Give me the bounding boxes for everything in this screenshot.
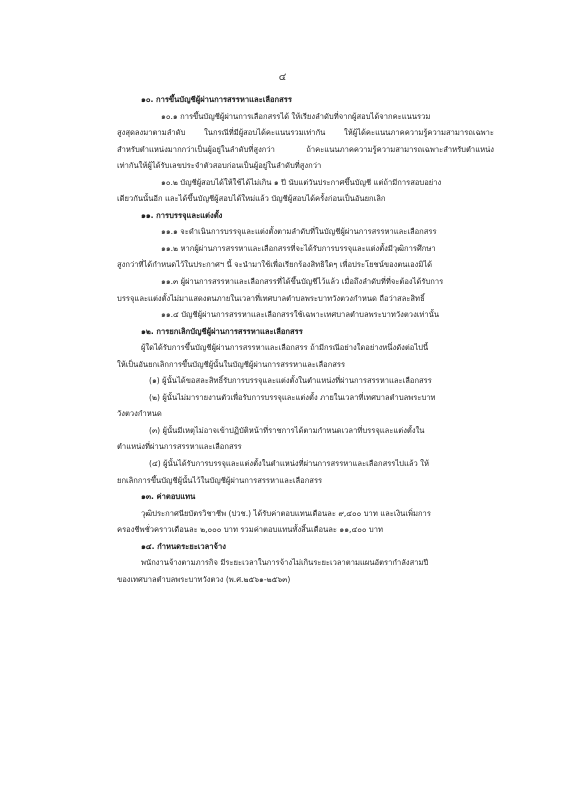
text-line: พนักงานจ้างตามภารกิจ มีระยะเวลาในการจ้างไม่เกินระยะเวลาตามแผนอัตรากำลังสามปี	[141, 558, 429, 568]
text-line: ให้เป็นอันยกเลิกการขึ้นบัญชีผู้นั้นในบัญชีผู้ผ่านการสรรหาและเลือกสรร	[117, 359, 346, 369]
page-number: ๔	[278, 72, 287, 83]
text-line: ๑๑.๓ ผู้ผ่านการสรรหาและเลือกสรรที่ได้ขึ้นบัญชีไว้แล้ว เมื่อถึงลำดับที่ที่จะต้องได้รับการ	[161, 277, 444, 287]
text-line: ๑๐.๑ การขึ้นบัญชีผู้ผ่านการเลือกสรรได้ ให้เรียงลำดับที่จากผู้สอบได้จากคะแนนรวม	[161, 111, 431, 121]
text-line: (๔) ผู้นั้นได้รับการบรรจุและแต่งตั้งในตำแหน่งที่ผ่านการสรรหาและเลือกสรรไปแล้ว ให้	[149, 459, 429, 469]
text-line: ๑๑.๔ บัญชีผู้ผ่านการสรรหาและเลือกสรรใช้เฉพาะเทศบาลตำบลพระบาทวังตวงเท่านั้น	[161, 310, 440, 320]
text-line: ยกเลิกการขึ้นบัญชีผู้นั้นไว้ในบัญชีผู้ผ่านการสรรหาและเลือกสรร	[117, 475, 323, 485]
text-line: (๑) ผู้นั้นได้ขอสละสิทธิ์รับการบรรจุและแต่งตั้งในตำแหน่งที่ผ่านการสรรหาและเลือกสรร	[149, 376, 432, 386]
text-line: ครองชีพชั่วคราวเดือนละ ๒,๐๐๐ บาท รวมค่าตอบแทนทั้งสิ้นเดือนละ ๑๑,๔๐๐ บาท	[117, 525, 383, 535]
text-line: ของเทศบาลตำบลพระบาทวังตวง (พ.ศ.๒๕๖๑-๒๕๖๓)	[117, 574, 291, 584]
section-heading: ๑๔. กำหนดระยะเวลาจ้าง	[141, 541, 226, 551]
document-body	[117, 92, 494, 588]
text-line: เท่ากันให้ผู้ได้รับเลขประจำตัวสอบก่อนเป็นผู้อยู่ในลำดับที่สูงกว่า	[117, 161, 322, 171]
text-line: ผู้ใดได้รับการขึ้นบัญชีผู้ผ่านการสรรหาและเลือกสรร ถ้ามีกรณีอย่างใดอย่างหนึ่งดังต่อไปนี้	[141, 343, 429, 353]
text-line: ๑๑.๑ จะดำเนินการบรรจุและแต่งตั้งตามลำดับที่ในบัญชีผู้ผ่านการสรรหาและเลือกสรร	[161, 227, 437, 237]
text-line: ๑๐.๒ บัญชีผู้สอบได้ให้ใช้ได้ไม่เกิน ๑ ปี นับแต่วันประกาศขึ้นบัญชี แต่ถ้ามีการสอบอย่าง	[161, 177, 442, 187]
text-line: บรรจุและแต่งตั้งไม่มาแสดงตนภายในเวลาที่เทศบาลตำบลพระบาทวังตวงกำหนด ถือว่าสละสิทธิ์	[117, 293, 425, 303]
text-line: ๑๑.๒ หากผู้ผ่านการสรรหาและเลือกสรรที่จะได้รับการบรรจุและแต่งตั้งมีวุฒิการศึกษา	[161, 243, 436, 253]
section-heading: ๑๐. การขึ้นบัญชีผู้ผ่านการสรรหาและเลือกสรร	[141, 95, 292, 104]
section-heading: ๑๒. การยกเลิกบัญชีผู้ผ่านการสรรหาและเลือกสรร	[141, 326, 303, 336]
section-heading: ๑๓. ค่าตอบแทน	[141, 492, 196, 502]
text-line: วังตวงกำหนด	[117, 409, 162, 419]
text-line: สูงกว่าที่ได้กำหนดไว้ในประกาศฯ นี้ จะนำมาใช้เพื่อเรียกร้องสิทธิใดๆ เพื่อประโยชน์ของตนเองมิได้	[117, 260, 433, 270]
text-line: (๒) ผู้นั้นไม่มารายงานตัวเพื่อรับการบรรจุและแต่งตั้ง ภายในเวลาที่เทศบาลตำบลพระบาท	[149, 392, 436, 402]
text-line: สำหรับตำแหน่งมากกว่าเป็นผู้อยู่ในลำดับที่สูงกว่า ถ้าคะแนนภาคความรู้ความสามารถเฉพาะสำหรับตำแหน่ง	[117, 144, 494, 154]
text-line: สูงสุดลงมาตามลำดับ ในกรณีที่มีผู้สอบได้คะแนนรวมเท่ากัน ให้ผู้ได้คะแนนภาคความรู้ความสามารถเฉพาะ	[117, 128, 494, 138]
section-heading: ๑๑. การบรรจุและแต่งตั้ง	[141, 210, 223, 220]
text-line: เดียวกันนั้นอีก และได้ขึ้นบัญชีผู้สอบได้ใหม่แล้ว บัญชีผู้สอบได้ครั้งก่อนเป็นอันยกเลิก	[117, 194, 386, 204]
text-line: (๓) ผู้นั้นมีเหตุไม่อาจเข้าปฏิบัติหน้าที่ราชการได้ตามกำหนดเวลาที่บรรจุและแต่งตั้งใน	[149, 425, 425, 435]
text-line: ตำแหน่งที่ผ่านการสรรหาและเลือกสรร	[117, 442, 242, 452]
text-line: วุฒิประกาศนียบัตรวิชาชีพ (ปวช.) ได้รับค่าตอบแทนเดือนละ ๙,๔๐๐ บาท และเงินเพิ่มการ	[141, 508, 431, 518]
